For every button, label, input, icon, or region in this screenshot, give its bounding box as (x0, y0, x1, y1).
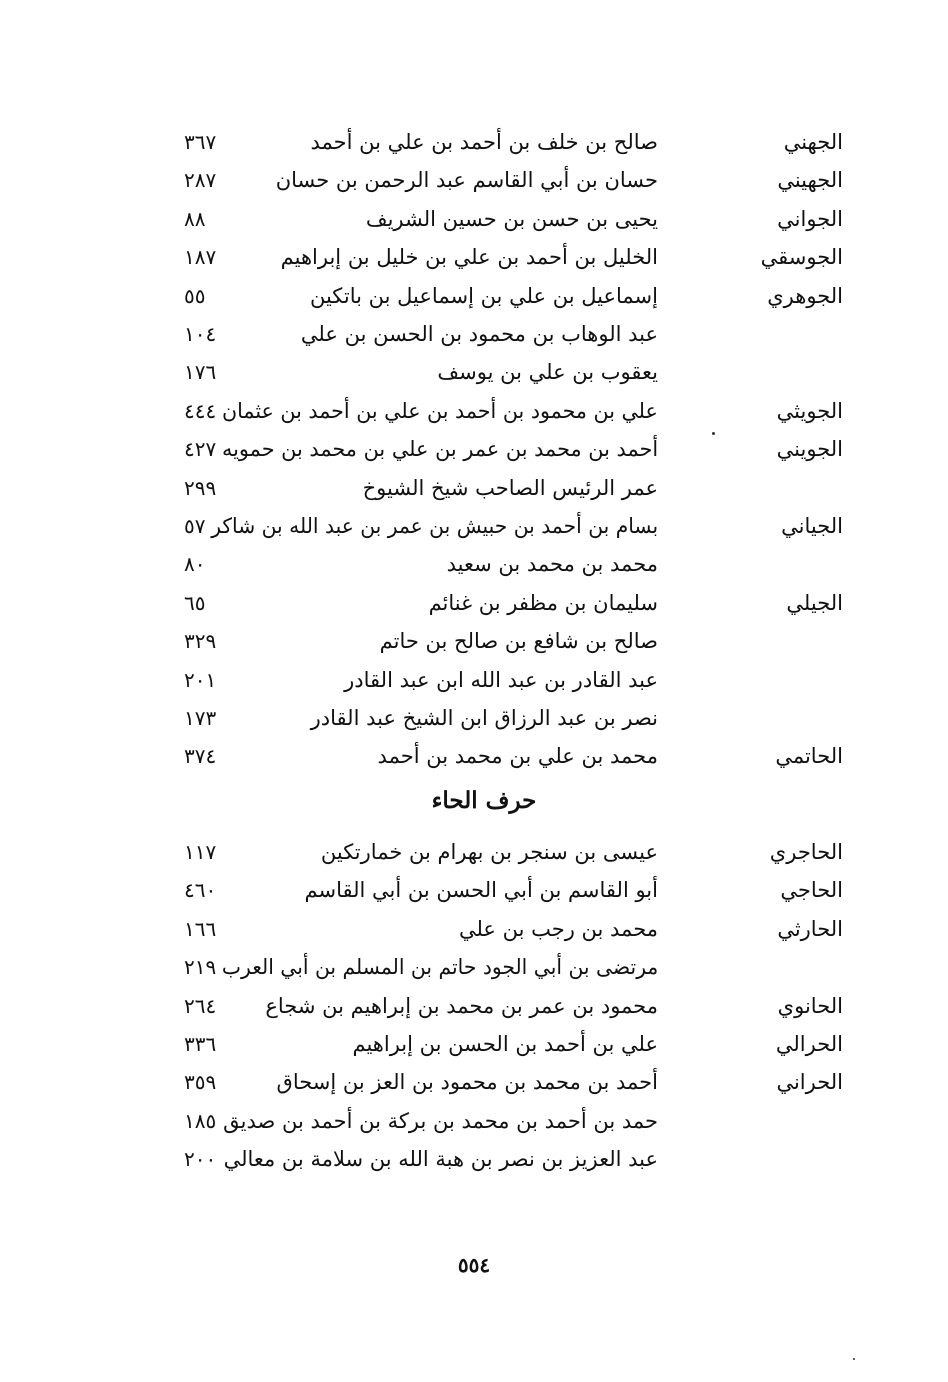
entry-name: أحمد بن محمد بن عمر بن علي بن محمد بن حمويه (221, 437, 658, 462)
entry-page-number: ٤٦٠ (184, 878, 217, 903)
entry-page-number: ٣٧٤ (184, 744, 217, 769)
entry-page-number: ١٨٧ (184, 245, 217, 270)
entry-name: علي بن محمود بن أحمد بن علي بن أحمد بن عثمان (222, 398, 658, 423)
entry-nisba: الجياني (781, 514, 843, 538)
index-entry (0, 1147, 948, 1185)
entry-nisba: الحرالي (775, 1032, 843, 1056)
index-entry (0, 668, 948, 706)
entry-name: عيسى بن سنجر بن بهرام بن خمارتكين (320, 840, 658, 864)
entry-page-number: ٣٦٧ (184, 130, 217, 154)
entry-name: يحيى بن حسن بن حسين الشريف (365, 206, 658, 231)
index-entry (0, 360, 948, 398)
index-entry (0, 917, 948, 955)
entry-name: محمد بن محمد بن سعيد (446, 552, 658, 577)
entry-page-number: ٣٣٦ (184, 1032, 217, 1056)
entry-page-number: ١٧٣ (184, 706, 217, 730)
page-number: ٥٥٤ (457, 1253, 491, 1277)
index-entry (0, 1032, 948, 1070)
entry-page-number: ٥٧ (184, 514, 206, 538)
entry-nisba: الجوهري (767, 283, 843, 308)
entry-nisba: الحارثي (777, 916, 843, 941)
index-entry (0, 245, 948, 283)
entry-nisba: الجواني (777, 206, 843, 231)
index-entry (0, 284, 948, 322)
entry-page-number: ٢٨٧ (184, 168, 217, 193)
entry-page-number: ١١٧ (184, 840, 217, 864)
entry-nisba: الجهيني (777, 168, 843, 193)
entry-page-number: ٢٠١ (184, 667, 217, 692)
entry-name: أبو القاسم بن أبي الحسن بن أبي القاسم (304, 878, 658, 903)
entry-nisba: الحاجي (780, 878, 843, 903)
index-entry (0, 476, 948, 514)
entry-name: محمد بن رجب بن علي (458, 916, 658, 941)
entry-name: سليمان بن مظفر بن غنائم (428, 590, 658, 615)
entry-name: محمود بن عمر بن محمد بن إبراهيم بن شجاع (265, 993, 658, 1018)
entry-page-number: ٢٩٩ (184, 475, 217, 500)
entry-nisba: الجوسقي (760, 245, 843, 270)
index-entry (0, 1109, 948, 1147)
entry-page-number: ٤٢٧ (184, 437, 217, 462)
entry-name: حسان بن أبي القاسم عبد الرحمن بن حسان (275, 168, 658, 193)
entry-name: عبد القادر بن عبد الله ابن عبد القادر (344, 667, 658, 692)
entry-page-number: ٥٥ (184, 283, 206, 308)
index-entry (0, 514, 948, 552)
entry-page-number: ٢٦٤ (184, 993, 217, 1018)
entry-name: مرتضى بن أبي الجود حاتم بن المسلم بن أبي العرب (221, 955, 658, 980)
entry-name: نصر بن عبد الرزاق ابن الشيخ عبد القادر (310, 706, 658, 730)
entry-nisba: الحاتمي (775, 744, 843, 769)
entry-name: بسام بن أحمد بن حبيش بن عمر بن عبد الله بن شاكر (211, 514, 658, 538)
index-entry (0, 437, 948, 475)
entry-page-number: ١٧٦ (184, 360, 217, 385)
index-entry (0, 591, 948, 629)
entry-page-number: ١٨٥ (184, 1108, 217, 1133)
index-entry (0, 706, 948, 744)
index-entry (0, 955, 948, 993)
entry-name: عبد الوهاب بن محمود بن الحسن بن علي (300, 322, 658, 346)
entry-nisba: الحراني (776, 1070, 843, 1095)
index-entry (0, 322, 948, 360)
entry-page-number: ٨٠ (184, 552, 206, 577)
entry-name: عبد العزيز بن نصر بن هبة الله بن سلامة بن معالي (223, 1147, 658, 1172)
entry-nisba: الحانوي (777, 993, 843, 1018)
index-entry (0, 552, 948, 590)
entry-name: علي بن أحمد بن الحسن بن إبراهيم (352, 1032, 658, 1056)
index-entry (0, 130, 948, 168)
entry-page-number: ٦٥ (184, 590, 206, 615)
ink-speck (853, 1358, 855, 1360)
index-entry (0, 840, 948, 878)
section-heading-text: حرف الحاء (431, 787, 537, 814)
index-entry (0, 629, 948, 667)
entry-page-number: ١٠٤ (184, 322, 217, 346)
index-entry (0, 878, 948, 916)
entry-nisba: الجهني (783, 130, 843, 154)
entry-name: صالح بن شافع بن صالح بن حاتم (379, 629, 658, 654)
entry-name: عمر الرئيس الصاحب شيخ الشيوخ (362, 475, 658, 500)
entry-name: أحمد بن محمد بن محمود بن العز بن إسحاق (276, 1070, 658, 1095)
index-entry (0, 744, 948, 782)
entry-nisba: الجويثي (776, 398, 843, 423)
entry-page-number: ٨٨ (184, 206, 206, 231)
entry-page-number: ٤٤٤ (184, 398, 217, 423)
index-entry (0, 207, 948, 245)
entry-name: صالح بن خلف بن أحمد بن علي بن أحمد (310, 130, 658, 154)
entry-name: إسماعيل بن علي بن إسماعيل بن باتكين (309, 283, 658, 308)
section-heading (0, 787, 948, 814)
entry-page-number: ٣٥٩ (184, 1070, 217, 1095)
index-entry (0, 399, 948, 437)
entry-name: الخليل بن أحمد بن علي بن خليل بن إبراهيم (280, 245, 658, 270)
entry-nisba: الجويني (776, 437, 843, 462)
entry-name: حمد بن أحمد بن محمد بن بركة بن أحمد بن صديق (223, 1108, 658, 1133)
ink-speck (712, 432, 715, 435)
index-entry (0, 168, 948, 206)
entry-page-number: ٢٠٠ (184, 1147, 217, 1172)
index-entry (0, 994, 948, 1032)
index-entry (0, 1070, 948, 1108)
entry-name: يعقوب بن علي بن يوسف (437, 360, 658, 385)
entry-nisba: الحاجري (769, 840, 843, 864)
entry-page-number: ١٦٦ (184, 916, 217, 941)
entry-nisba: الجيلي (786, 590, 843, 615)
entry-page-number: ٢١٩ (184, 955, 217, 980)
entry-page-number: ٣٢٩ (184, 629, 217, 654)
entry-name: محمد بن علي بن محمد بن أحمد (377, 744, 658, 769)
